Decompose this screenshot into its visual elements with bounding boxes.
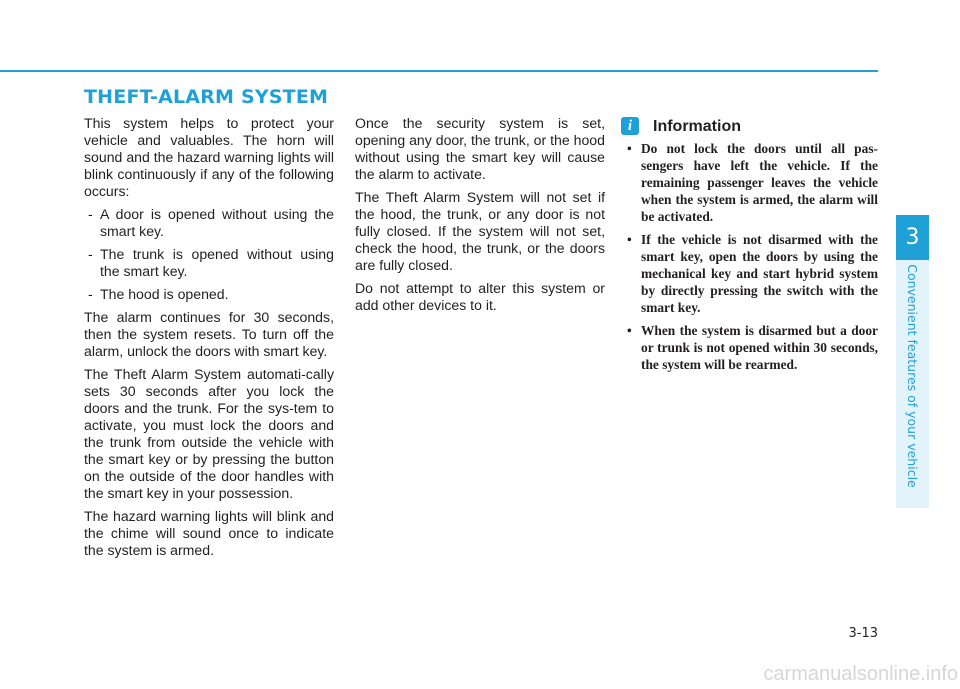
info-icon: i [621,117,639,135]
list-item: • If the vehicle is not disarmed with the smart key, open the doors by using the mechanical key and start hybrid system by directly pressing the switch with the smart key. [621,231,878,316]
list-item: - A door is opened without using the smart key. [84,206,334,240]
page-number: 3-13 [848,626,878,641]
column-1 [84,115,334,565]
chapter-label: Convenient features of your vehicle [905,264,920,488]
information-header [621,115,878,137]
list-item: - The trunk is opened without using the smart key. [84,246,334,280]
list-item: • Do not lock the doors until all pas-sengers have left the vehicle. If the remaining passenger leaves the vehicle when the system is armed, the alarm will be activated. [621,140,878,225]
intro-paragraph: This system helps to protect your vehicle and valuables. The horn will sound and the hazard warning lights will blink continuously if any of the following occurs: [84,115,334,199]
information-list [621,140,878,373]
column-2 [355,115,605,320]
not-set-paragraph: The Theft Alarm System will not set if the hood, the trunk, or any door is not fully closed. If the system will not set, check the hood, the trunk, or the doors are fully closed. [355,189,605,273]
section-title: THEFT-ALARM SYSTEM [84,86,329,108]
information-title: Information [653,117,741,135]
auto-set-paragraph: The Theft Alarm System automati-cally sets 30 seconds after you lock the doors and the trunk. For the sys-tem to activate, you must lock the doors and the trunk from outside the vehicle with the smart key or by pressing the button on the outside of the door handles with the smart key in your possession. [84,366,334,501]
set-paragraph: Once the security system is set, opening any door, the trunk, or the hood without using the smart key will cause the alarm to activate. [355,115,605,182]
chapter-tab: 3 [896,215,929,260]
armed-paragraph: The hazard warning lights will blink and the chime will sound once to indicate the system is armed. [84,508,334,558]
alarm-conditions-list [84,206,334,303]
list-item: • When the system is disarmed but a door or trunk is not opened within 30 seconds, the system will be rearmed. [621,322,878,373]
watermark: carmanualsonline.info [763,663,958,685]
list-item: - The hood is opened. [84,286,334,303]
reset-paragraph: The alarm continues for 30 seconds, then the system resets. To turn off the alarm, unlock the doors with smart key. [84,309,334,359]
header-rule [0,70,878,72]
alter-warning-paragraph: Do not attempt to alter this system or add other devices to it. [355,280,605,313]
information-box [621,115,878,379]
